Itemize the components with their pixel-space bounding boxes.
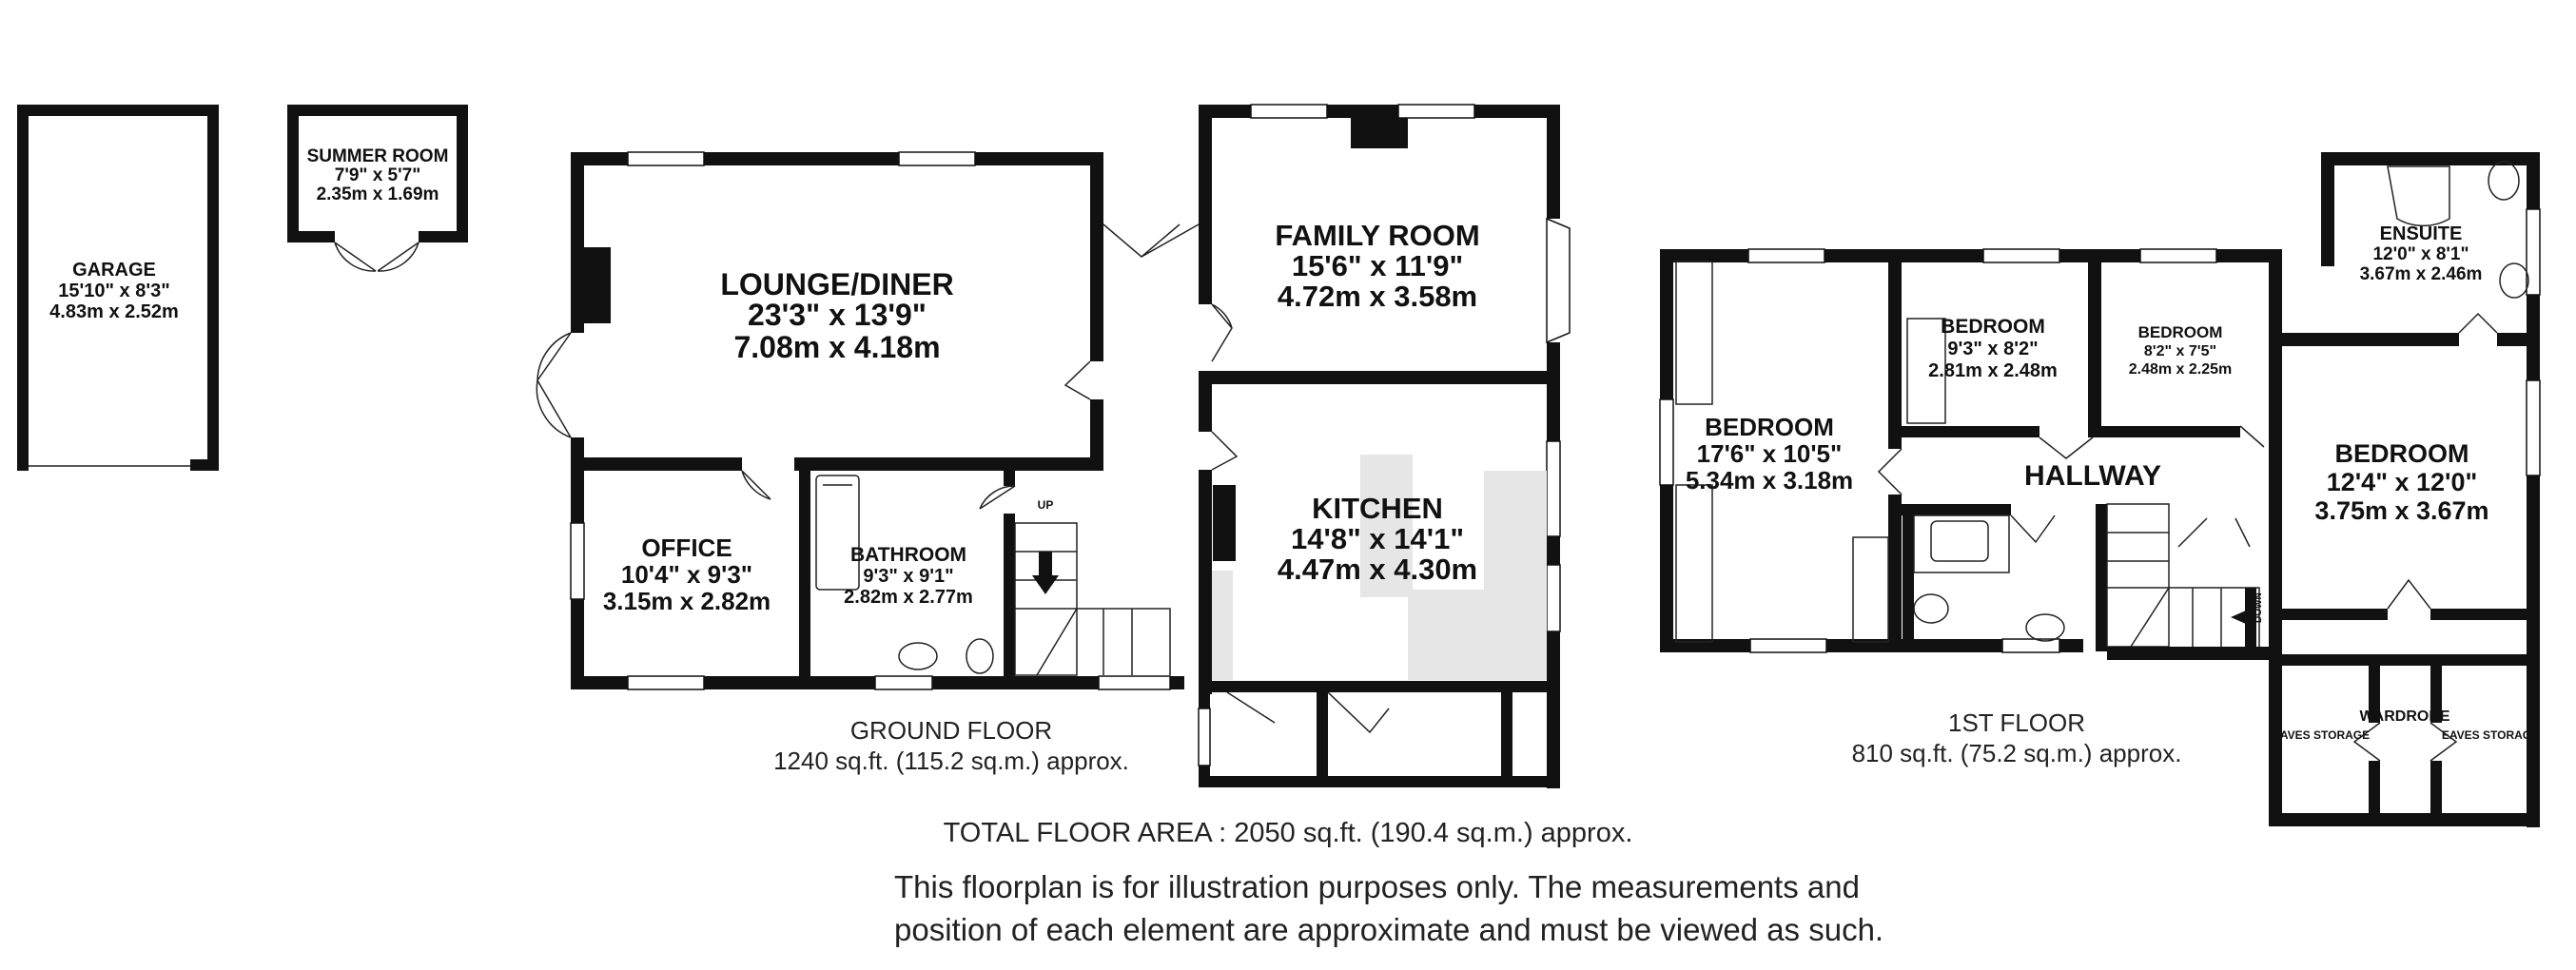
bedroom-2-dim-metric: 2.81m x 2.48m <box>1928 360 2058 381</box>
garage-dim-imperial: 15'10" x 8'3" <box>58 281 170 301</box>
ground-floor-walls <box>537 105 1570 788</box>
wardrobe-name: WARDROBE <box>2359 708 2450 725</box>
bedroom-3-name: BEDROOM <box>2137 323 2223 341</box>
summer-room-dim-imperial: 7'9" x 5'7" <box>334 165 421 185</box>
ensuite-name: ENSUITE <box>2379 223 2463 244</box>
family-room-dim-imperial: 15'6" x 11'9" <box>1291 249 1464 282</box>
bedroom-1-dim-imperial: 17'6" x 10'5" <box>1696 439 1843 468</box>
first-floor-title: 1ST FLOOR <box>1947 708 2085 737</box>
family-room-dim-metric: 4.72m x 3.58m <box>1277 280 1478 313</box>
first-floor-area: 810 sq.ft. (75.2 sq.m.) approx. <box>1851 739 2182 767</box>
bedroom-4-dim-metric: 3.75m x 3.67m <box>2314 496 2489 525</box>
disclaimer-text: This floorplan is for illustration purposes only. The measurements and position of each element are approximate and must be viewed as such. <box>894 869 1884 947</box>
garage-dim-metric: 4.83m x 2.52m <box>49 301 179 322</box>
bedroom-1-dim-metric: 5.34m x 3.18m <box>1685 466 1854 495</box>
ground-floor-area: 1240 sq.ft. (115.2 sq.m.) approx. <box>773 747 1129 775</box>
total-floor-area: TOTAL FLOOR AREA : 2050 sq.ft. (190.4 sq.m.) approx. <box>943 818 1633 848</box>
bedroom-1-name: BEDROOM <box>1705 413 1834 441</box>
lounge-diner-dim-metric: 7.08m x 4.18m <box>733 330 941 364</box>
hallway-name: HALLWAY <box>2024 460 2161 492</box>
kitchen-dim-metric: 4.47m x 4.30m <box>1277 553 1478 586</box>
first-floor-caption <box>1674 708 2359 768</box>
bedroom-3-dim-metric: 2.48m x 2.25m <box>2128 361 2233 378</box>
lounge-diner-name: LOUNGE/DINER <box>720 267 954 301</box>
kitchen-name: KITCHEN <box>1312 492 1443 525</box>
lounge-diner-dim-imperial: 23'3" x 13'9" <box>748 298 927 332</box>
office-dim-metric: 3.15m x 2.82m <box>602 587 771 615</box>
family-room-name: FAMILY ROOM <box>1275 219 1480 252</box>
bedroom-2-name: BEDROOM <box>1941 316 2045 338</box>
bathroom-name: BATHROOM <box>849 544 967 566</box>
ensuite-dim-metric: 3.67m x 2.46m <box>2359 264 2483 284</box>
bedroom-4-name: BEDROOM <box>2334 439 2469 468</box>
bathroom-dim-imperial: 9'3" x 9'1" <box>863 566 954 587</box>
ground-floor-caption <box>609 715 1294 776</box>
stairs-down-label: DOWN <box>2254 592 2264 623</box>
office-name: OFFICE <box>641 534 732 562</box>
office-dim-imperial: 10'4" x 9'3" <box>620 560 753 589</box>
ground-floor-title: GROUND FLOOR <box>849 716 1053 745</box>
ensuite-dim-imperial: 12'0" x 8'1" <box>2372 244 2469 264</box>
kitchen-dim-imperial: 14'8" x 14'1" <box>1290 522 1465 555</box>
bedroom-4-dim-imperial: 12'4" x 12'0" <box>2326 468 2478 496</box>
bathroom-dim-metric: 2.82m x 2.77m <box>844 587 973 608</box>
stairs-up-label: UP <box>1037 498 1054 512</box>
eaves-storage-left: EAVES STORAGE <box>2272 728 2371 742</box>
bedroom-3-dim-imperial: 8'2" x 7'5" <box>2143 343 2217 359</box>
bedroom-2-dim-imperial: 9'3" x 8'2" <box>1947 339 2039 359</box>
summer-room-name: SUMMER ROOM <box>306 146 449 166</box>
summer-room-dim-metric: 2.35m x 1.69m <box>316 184 439 204</box>
garage-name: GARAGE <box>72 260 156 281</box>
eaves-storage-right: EAVES STORAGE <box>2441 728 2540 742</box>
